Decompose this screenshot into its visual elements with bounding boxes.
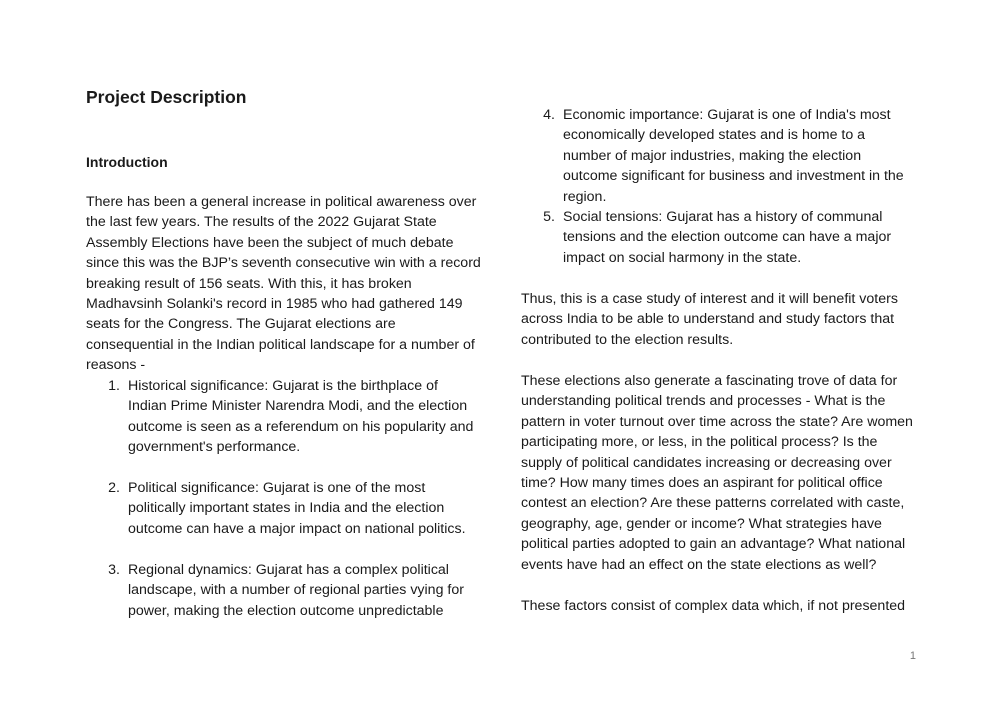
intro-paragraph: There has been a general increase in political awareness over the last few years. The results of the 2022 Gujarat State Assembly Elections have been the subject of much debate since this was the BJP’s seventh consecutive win with a record breaking result of 156 seats. With this, it has broken Madhavsinh Solanki's record in 1985 who had gathered 149 seats for the Congress. The Gujarat elections are consequential in the Indian political landscape for a number of reasons - [86,194,481,374]
list-item-number: 3. [108,562,120,578]
list-item-text: Economic importance: Gujarat is one of India's most economically developed states and is home to a number of major industries, making the election outcome significant for business and investment in the region. [563,107,904,205]
list-item [86,478,482,540]
list-item-number: 4. [543,107,555,123]
list-item-number: 5. [543,209,555,225]
page-title: Project Description [86,87,247,107]
case-study-paragraph: Thus, this is a case study of interest and it will benefit voters across India to be able to understand and study factors that contributed to the election results. [521,291,898,348]
list-item [521,207,913,269]
page-number: 1 [909,650,916,662]
list-item-text: Social tensions: Gujarat has a history of communal tensions and the election outcome can have a major impact on social harmony in the state. [563,209,892,266]
list-item [86,376,482,458]
list-item-number: 1. [108,378,120,394]
list-item-text: Historical significance: Gujarat is the birthplace of Indian Prime Minister Narendra Modi, and the election outcome is seen as a referendum on his popularity and government's performance. [128,378,474,456]
list-item-text: Political significance: Gujarat is one of the most politically important states in India and the election outcome can have a major impact on national politics. [128,480,466,537]
data-paragraph: These elections also generate a fascinating trove of data for understanding political trends and processes - What is the pattern in voter turnout over time across the state? Are women participating more, or less, in the political process? Is the supply of political candidates increasing or decreasing over time? How many times does an aspirant for political office contest an election? Are these patterns correlated with caste, geography, age, gender or income? What strategies have political parties adopted to gain an advantage? What national events have had an effect on the state elections as well? [521,373,913,573]
list-item [521,105,913,205]
list-item [86,560,482,622]
factors-paragraph: These factors consist of complex data which, if not presented [521,598,906,614]
list-item-text: Regional dynamics: Gujarat has a complex political landscape, with a number of regional parties vying for power, making the election outcome unpredictable [128,562,464,619]
section-heading: Introduction [86,154,168,170]
list-item-number: 2. [108,480,120,496]
